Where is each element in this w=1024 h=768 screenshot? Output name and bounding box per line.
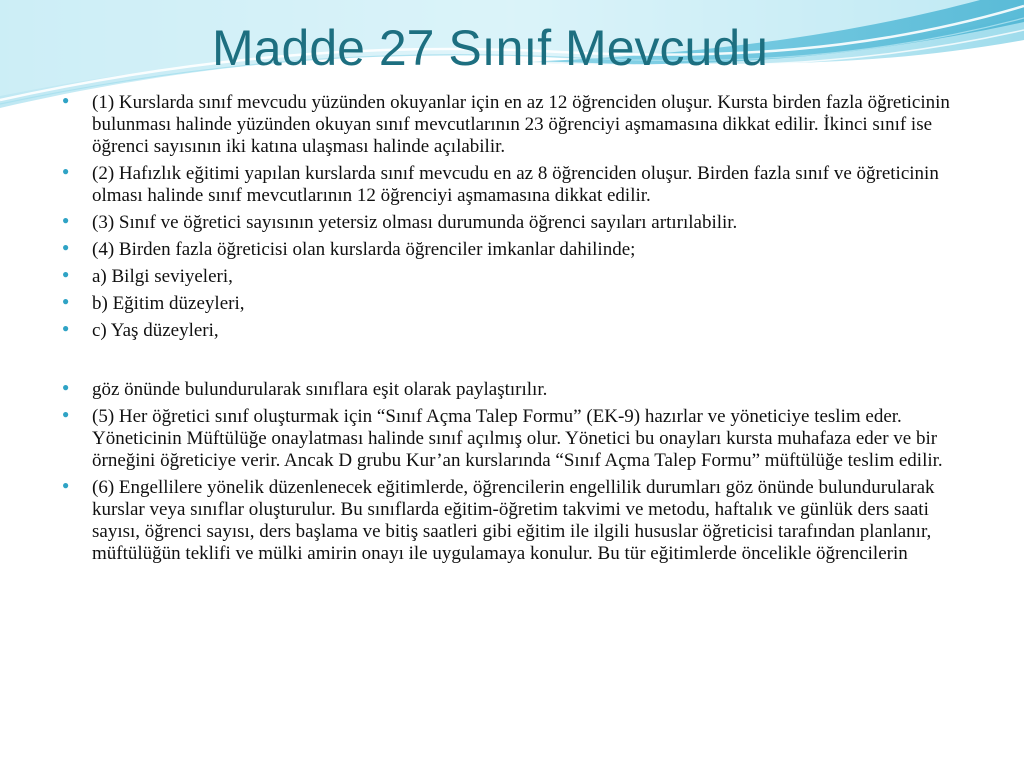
list-item xyxy=(62,266,962,288)
list-item-text: (3) Sınıf ve öğretici sayısının yetersiz olması durumunda öğrenci sayıları artırılabilir. xyxy=(92,212,738,233)
bullet-icon: ● xyxy=(62,321,70,335)
list-item-text: b) Eğitim düzeyleri, xyxy=(92,293,245,314)
list-item xyxy=(62,406,962,472)
bullet-icon: ● xyxy=(62,93,70,107)
list-item-text: (4) Birden fazla öğreticisi olan kurslarda öğrenciler imkanlar dahilinde; xyxy=(92,239,636,260)
list-item-text: (2) Hafızlık eğitimi yapılan kurslarda sınıf mevcudu en az 8 öğrenciden oluşur. Birden fazla sınıf ve öğreticinin olması halinde sınıf mevcutlarının 12 öğrenciyi aşmamasına dikkat edilir. xyxy=(92,163,939,206)
slide-title: Madde 27 Sınıf Mevcudu xyxy=(212,20,768,76)
bullet-icon: ● xyxy=(62,407,70,421)
list-item-text: (6) Engellilere yönelik düzenlenecek eğitimlerde, öğrencilerin engellilik durumları göz önünde bulundurularak kurslar veya sınıflar oluşturulur. Bu sınıflarda eğitim-öğretim takvimi ve metodu, haftalık ve günlük ders saati sayısı, öğrenci sayısı, ders başlama ve bitiş saatleri gibi eğitim ile ilgili hususlar öğreticisi tarafından planlanır, müftülüğün teklifi ve mülki amirin onayı ile uygulamaya konulur. Bu tür eğitimlerde öncelikle öğrencilerin xyxy=(92,477,935,564)
list-item-text: göz önünde bulundurularak sınıflara eşit olarak paylaştırılır. xyxy=(92,379,548,400)
bullet-icon: ● xyxy=(62,240,70,254)
list-item xyxy=(62,239,962,261)
bullet-list xyxy=(62,92,962,570)
list-spacer xyxy=(62,347,962,374)
bullet-icon: ● xyxy=(62,294,70,308)
list-item-text: (5) Her öğretici sınıf oluşturmak için “Sınıf Açma Talep Formu” (EK-9) hazırlar ve yöneticiye teslim eder. Yöneticinin Müftülüğe onaylatması halinde sınıf açılmış olur. Yönetici bu onayları kursta muhafaza eder ve bir örneğini öğreticiye verir. Ancak D grubu Kur’an kurslarında “Sınıf Açma Talep Formu” müftülüğe teslim edilir. xyxy=(92,406,943,471)
list-item xyxy=(62,477,962,565)
list-item xyxy=(62,92,962,158)
bullet-icon: ● xyxy=(62,267,70,281)
list-item-text: a) Bilgi seviyeleri, xyxy=(92,266,233,287)
list-item xyxy=(62,293,962,315)
list-item-text: c) Yaş düzeyleri, xyxy=(92,320,219,341)
list-item xyxy=(62,379,962,401)
list-item-text: (1) Kurslarda sınıf mevcudu yüzünden okuyanlar için en az 12 öğrenciden oluşur. Kursta birden fazla öğreticinin bulunması halinde yüzünden okuyan sınıf mevcutlarının 23 öğrenciyi aşmamasına dikkat edilir. İkinci sınıf ise öğrenci sayısının iki katına ulaşması halinde açılabilir. xyxy=(92,92,950,157)
bullet-icon: ● xyxy=(62,213,70,227)
bullet-icon: ● xyxy=(62,478,70,492)
list-item xyxy=(62,320,962,342)
bullet-icon: ● xyxy=(62,164,70,178)
list-item xyxy=(62,212,962,234)
bullet-icon: ● xyxy=(62,380,70,394)
list-item xyxy=(62,163,962,207)
